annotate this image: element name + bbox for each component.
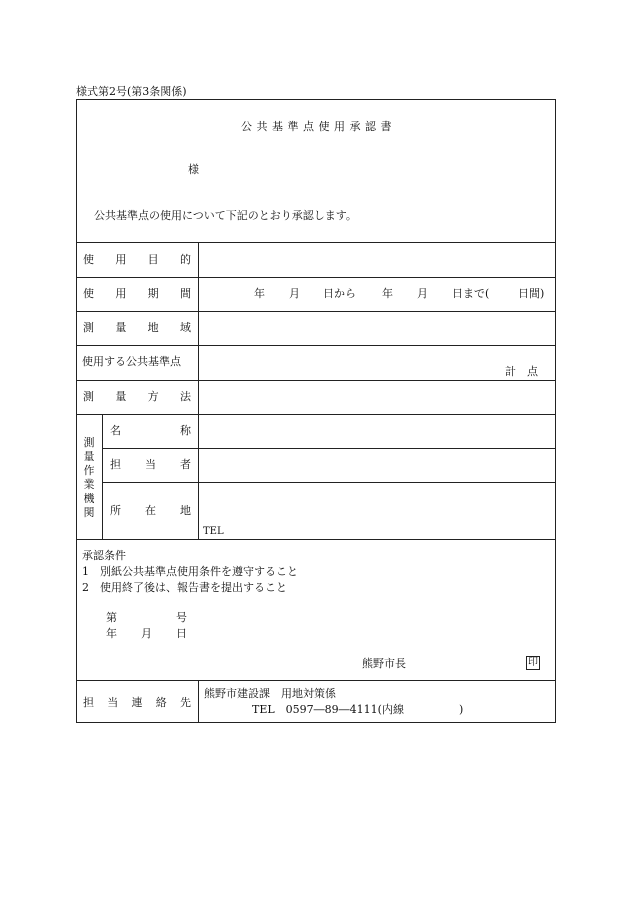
seal-mark: 印 (528, 657, 538, 668)
rule-label-column (198, 242, 199, 539)
conditions-heading: 承認条件 (82, 549, 126, 562)
label-method: 測 量 方 法 (83, 390, 191, 403)
label-survey-org: 測 量 作 業 機 関 (83, 436, 95, 519)
rule-period-bottom (76, 311, 556, 312)
addressee-suffix: 様 (188, 163, 199, 176)
period-end-month: 月 (417, 287, 428, 300)
rule-org-name-bottom (102, 448, 556, 449)
contact-phone: TEL 0597―89―4111(内線 ) (252, 703, 464, 716)
rule-method-bottom (76, 414, 556, 415)
label-org-name: 名 称 (110, 424, 191, 437)
form-number-label: 様式第2号(第3条関係) (76, 85, 187, 98)
label-points: 使用する公共基準点 (82, 355, 181, 368)
points-count-unit: 計 点 (505, 365, 538, 378)
approval-date-month: 月 (141, 627, 152, 640)
mayor-signature: 熊野市長 (362, 657, 406, 670)
form-title (241, 120, 396, 133)
label-period: 使 用 期 間 (83, 287, 191, 300)
period-start-year: 年 (254, 287, 265, 300)
condition-item-1: 1 別紙公共基準点使用条件を遵守すること (82, 565, 298, 578)
label-org-person: 担 当 者 (110, 458, 191, 471)
label-area: 測 量 地 域 (83, 321, 191, 334)
intro-statement: 公共基準点の使用について下記のとおり承認します。 (94, 209, 357, 222)
condition-item-2: 2 使用終了後は、報告書を提出すること (82, 581, 287, 594)
org-tel-label: TEL (203, 526, 224, 537)
period-start-day: 日から (323, 287, 356, 300)
rule-contact-column (198, 680, 199, 723)
form-title-text: 公共基準点使用承認書 (241, 120, 396, 133)
label-purpose: 使 用 目 的 (83, 253, 191, 266)
approval-date-day: 日 (176, 627, 187, 640)
contact-department: 熊野市建設課 用地対策係 (204, 687, 336, 700)
period-start-month: 月 (289, 287, 300, 300)
period-end-day: 日まで( (452, 287, 490, 300)
label-org-address: 所 在 地 (110, 504, 191, 517)
rule-area-bottom (76, 345, 556, 346)
rule-purpose-bottom (76, 277, 556, 278)
rule-conditions-bottom (76, 680, 556, 681)
approval-date-year: 年 (106, 627, 117, 640)
period-days: 日間) (518, 287, 545, 300)
rule-org-subcolumn (102, 414, 103, 539)
rule-org-bottom (76, 539, 556, 540)
period-end-year: 年 (382, 287, 393, 300)
rule-org-person-bottom (102, 482, 556, 483)
approval-number-suffix: 号 (176, 611, 187, 624)
approval-number-prefix: 第 (106, 611, 117, 624)
rule-header-bottom (76, 242, 556, 243)
rule-points-bottom (76, 380, 556, 381)
label-contact: 担 当 連 絡 先 (83, 696, 191, 709)
